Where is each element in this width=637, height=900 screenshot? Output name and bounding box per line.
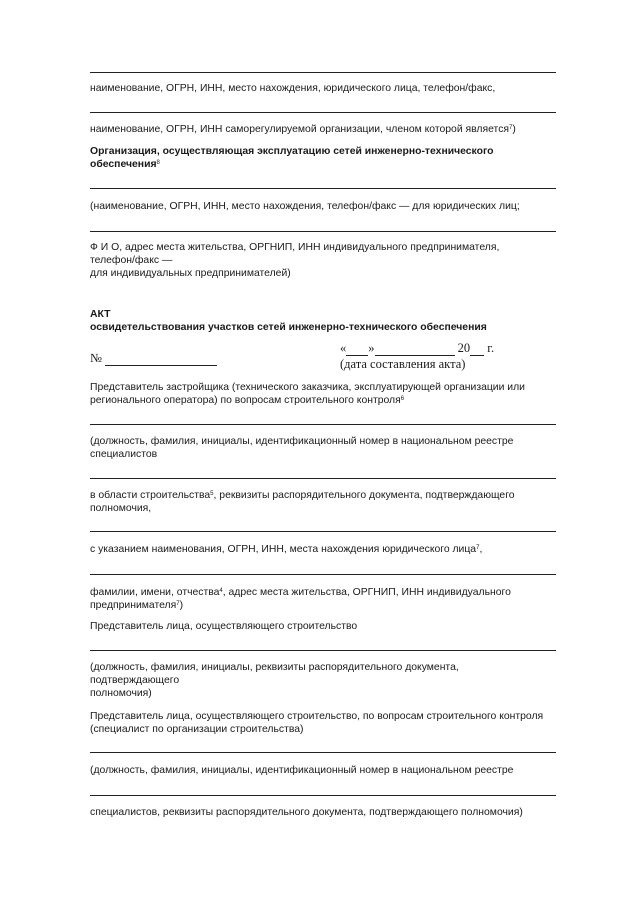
field-caption: специалистов (90, 449, 158, 460)
field-caption: (должность, фамилия, инициалы, идентификационный номер в национальном реестре (90, 765, 514, 776)
act-date: « » 20 г. (340, 341, 495, 355)
field-caption: Ф И О, адрес места жительства, ОРГНИП, ИНН индивидуального предпринимателя, (90, 242, 500, 253)
fill-line[interactable] (90, 424, 556, 425)
fill-line[interactable] (90, 531, 556, 532)
field-caption: с указанием наименования, ОГРН, ИНН, места нахождения юридического лица$^7$, (90, 544, 483, 555)
field-caption: наименование, ОГРН, ИНН саморегулируемой организации, членом которой является$^7$) (90, 124, 516, 135)
field-caption: в области строительства$^5$, реквизиты распорядительного документа, подтверждающего (90, 490, 515, 501)
rep-title: Представитель лица, осуществляющего строительство (90, 621, 358, 632)
field-caption: специалистов, реквизиты распорядительного документа, подтверждающего полномочия) (90, 807, 523, 818)
date-month-field[interactable] (375, 342, 455, 356)
field-caption: наименование, ОГРН, ИНН, место нахождения, юридического лица, телефон/факс, (90, 83, 496, 94)
rep-title: регионального оператора) по вопросам строительного контроля$^6$ (90, 395, 405, 406)
field-caption: фамилии, имени, отчества$^4$, адрес места жительства, ОРГНИП, ИНН индивидуального (90, 587, 511, 598)
act-subtitle: освидетельствования участков сетей инженерно-технического обеспечения (90, 322, 487, 333)
field-caption: полномочия, (90, 503, 152, 514)
fill-line[interactable] (90, 188, 556, 189)
date-year-field[interactable] (470, 342, 484, 356)
fill-line[interactable] (90, 752, 556, 753)
fill-line[interactable] (90, 112, 556, 113)
fill-line[interactable] (90, 72, 556, 73)
section-heading: Организация, осуществляющая эксплуатацию сетей инженерно-технического (90, 146, 494, 157)
field-caption: подтверждающего (90, 675, 180, 686)
field-caption: для индивидуальных предпринимателей) (90, 268, 291, 279)
field-caption: (должность, фамилия, инициалы, реквизиты распорядительного документа, (90, 662, 459, 673)
fill-line[interactable] (90, 650, 556, 651)
field-caption: (наименование, ОГРН, ИНН, место нахождения, телефон/факс — для юридических лиц; (90, 201, 520, 212)
field-caption: телефон/факс — (90, 255, 173, 266)
section-heading: обеспечения$^8$ (90, 159, 160, 170)
rep-title: Представитель лица, осуществляющего строительство, по вопросам строительного контроля (90, 711, 544, 722)
fill-line[interactable] (90, 478, 556, 479)
date-caption: (дата составления акта) (340, 357, 466, 371)
field-caption: (должность, фамилия, инициалы, идентификационный номер в национальном реестре (90, 436, 514, 447)
fill-line[interactable] (90, 574, 556, 575)
fill-line[interactable] (90, 795, 556, 796)
act-number-field[interactable] (105, 352, 217, 366)
rep-title: (специалист по организации строительства) (90, 724, 304, 735)
field-caption: предпринимателя$^7$) (90, 600, 184, 611)
date-day-field[interactable] (346, 342, 368, 356)
act-number: № (90, 352, 217, 366)
field-caption: полномочия) (90, 688, 152, 699)
rep-title: Представитель застройщика (технического заказчика, эксплуатирующей организации или (90, 382, 525, 393)
fill-line[interactable] (90, 231, 556, 232)
act-title: АКТ (90, 309, 111, 320)
